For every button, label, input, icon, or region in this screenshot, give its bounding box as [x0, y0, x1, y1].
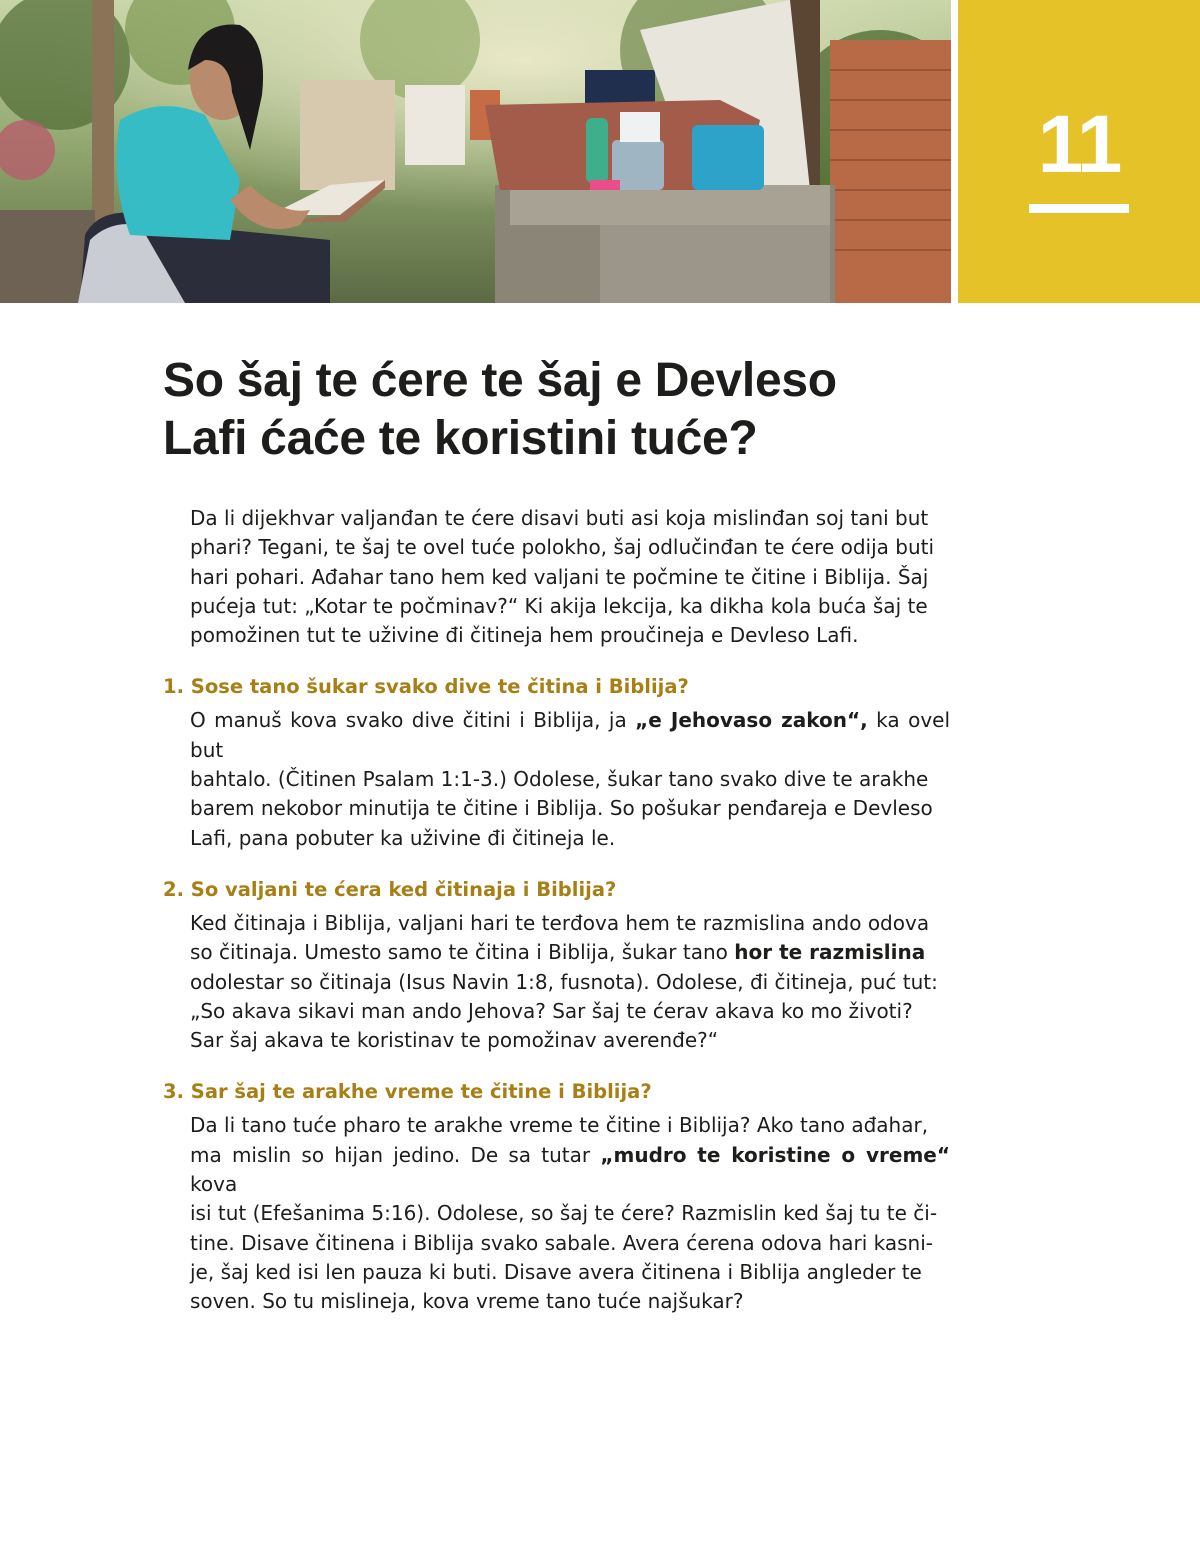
- lesson-number-underline: [1029, 204, 1129, 213]
- text-line: barem nekobor minutija te čitine i Biblija. So pošukar penđareja e Devleso: [190, 796, 933, 821]
- text-line: Lafi, pana pobuter ka uživine đi čitineja le.: [190, 825, 616, 850]
- question-text: Sose tano šukar svako dive te čitina i Biblija?: [190, 675, 689, 699]
- text-line: [190, 706, 950, 765]
- text-run: O manuš kova svako dive čitini i Biblija, ja: [190, 708, 636, 733]
- text-run: ka ovel but: [190, 708, 951, 762]
- text-run: ma mislin so hijan jedino. De sa tutar: [190, 1142, 601, 1167]
- lesson-number: 11: [1037, 99, 1121, 190]
- text-line: Da li dijekhvar valjanđan te ćere disavi buti asi koja mislinđan soj tani but: [190, 506, 929, 530]
- question-heading-3: [163, 1077, 953, 1106]
- page-title-line: Lafi ćaće te koristini tuće?: [163, 412, 758, 465]
- text-line: tine. Disave čitinena i Biblija svako sabale. Avera ćerena odova hari kasni-: [190, 1230, 933, 1255]
- photo-woman-reading-bible: [0, 0, 951, 303]
- question-heading-1: [163, 672, 953, 701]
- text-line: odolestar so čitinaja (Isus Navin 1:8, fusnota). Odolese, đi čitineja, puć tut:: [190, 969, 938, 994]
- text-line: hari pohari. Ađahar tano hem ked valjani te počmine te čitine i Biblija. Šaj: [190, 564, 929, 589]
- text-line: Ked čitinaja i Biblija, valjani hari te terđova hem te razmislina ando odova: [190, 910, 930, 935]
- intro-paragraph: [190, 504, 950, 650]
- bold-phrase: hor te razmislina: [734, 940, 926, 965]
- text-line: [190, 1141, 950, 1200]
- text-line: pućeja tut: „Kotar te počminav?“ Ki akija lekcija, ka dikha kola buća šaj te: [190, 593, 928, 618]
- answer-paragraph-1: [190, 706, 950, 852]
- text-line: [190, 938, 950, 967]
- text-line: Da li tano tuće pharo te arakhe vreme te čitine i Biblija? Ako tano ađahar,: [190, 1113, 929, 1138]
- bold-phrase: „e Jehovaso zakon“,: [635, 708, 868, 733]
- text-run: so čitinaja. Umesto samo te čitina i Biblija, šukar tano: [190, 940, 735, 965]
- question-number: 3.: [163, 1080, 184, 1104]
- text-line: je, šaj ked isi len pauza ki buti. Disave avera čitinena i Biblija angleder te: [190, 1259, 922, 1284]
- answer-paragraph-3: [190, 1111, 950, 1316]
- text-line: Sar šaj akava te koristinav te pomožinav averenđe?“: [190, 1028, 719, 1053]
- question-number: 2.: [163, 877, 184, 901]
- question-heading-2: [163, 875, 953, 904]
- bold-phrase: „mudro te koristine o vreme“: [600, 1142, 950, 1167]
- question-text: Sar šaj te arakhe vreme te čitine i Biblija?: [190, 1080, 652, 1104]
- text-run: kova: [190, 1172, 238, 1197]
- text-line: bahtalo. (Čitinen Psalam 1:1-3.) Odolese, šukar tano svako dive te arakhe: [190, 767, 929, 792]
- header-photo: [0, 0, 951, 303]
- page-title: [163, 352, 963, 468]
- lesson-content: [163, 504, 953, 1317]
- text-line: „So akava sikavi man ando Jehova? Sar šaj te ćerav akava ko mo životi?: [190, 998, 913, 1023]
- answer-paragraph-2: [190, 909, 950, 1055]
- text-line: pomožinen tut te uživine đi čitineja hem proučineja e Devleso Lafi.: [190, 623, 859, 648]
- question-text: So valjani te ćera ked čitinaja i Biblija?: [190, 877, 617, 901]
- text-line: phari? Tegani, te šaj te ovel tuće polokho, šaj odlučinđan te ćere odija buti: [190, 535, 935, 560]
- text-line: soven. So tu mislineja, kova vreme tano tuće najšukar?: [190, 1289, 744, 1314]
- question-number: 1.: [163, 675, 184, 699]
- page-title-line: So šaj te ćere te šaj e Devleso: [163, 354, 837, 407]
- lesson-number-box: [958, 0, 1200, 303]
- text-line: isi tut (Efešanima 5:16). Odolese, so šaj te ćere? Razmislin ked šaj tu te či-: [190, 1201, 938, 1226]
